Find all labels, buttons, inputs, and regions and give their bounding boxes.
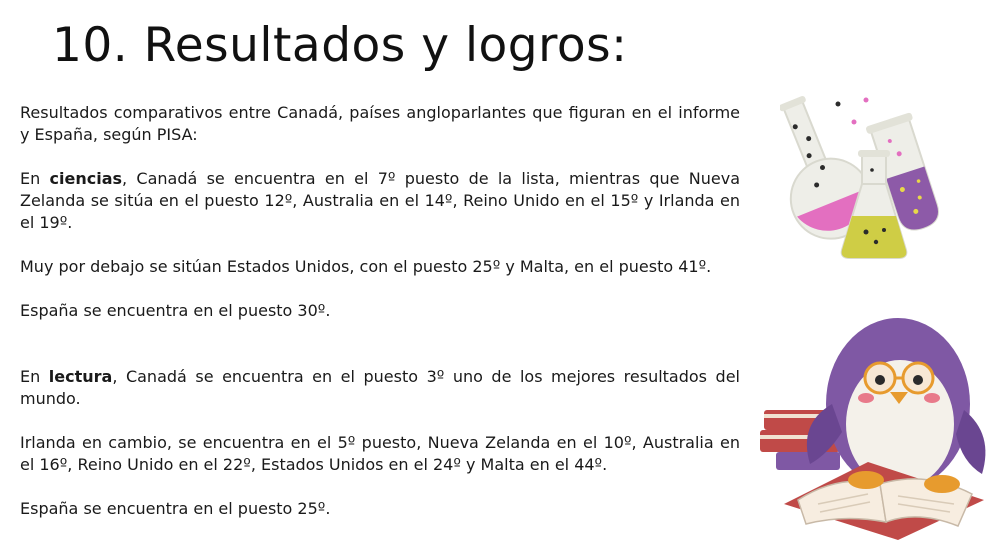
ciencias-text: , Canadá se encuentra en el 7º puesto de la lista, mientras que Nueva Zelanda se sitúa en el puesto 12º, Australia en el 14º, Reino Unido en el 15º y Irlanda en el 19º.: [20, 169, 741, 232]
lectura-paragraph: [20, 366, 740, 410]
lectura-keyword: lectura: [48, 367, 113, 386]
intro-paragraph: Resultados comparativos entre Canadá, países angloparlantes que figuran en el informe y España, según PISA:: [20, 103, 740, 144]
espana-lectura-paragraph: España se encuentra en el puesto 25º.: [20, 499, 331, 518]
slide-body: [20, 102, 740, 520]
ciencias-prefix: En: [20, 169, 50, 188]
debajo-paragraph: Muy por debajo se sitúan Estados Unidos, con el puesto 25º y Malta, en el puesto 41º.: [20, 257, 712, 276]
slide-title: 10. Resultados y logros:: [52, 18, 628, 73]
chemistry-flasks-icon: [780, 92, 965, 264]
irlanda-paragraph: Irlanda en cambio, se encuentra en el 5º puesto, Nueva Zelanda en el 10º, Australia en el 16º, Reino Unido en el 22º, Estados Unidos en el 24º y Malta en el 44º.: [20, 433, 740, 474]
ciencias-paragraph: [20, 168, 740, 234]
ciencias-keyword: ciencias: [49, 169, 123, 188]
espana-ciencias-paragraph: España se encuentra en el puesto 30º.: [20, 301, 331, 320]
penguin-reading-icon: [758, 314, 998, 544]
lectura-text: , Canadá se encuentra en el puesto 3º uno de los mejores resultados del mundo.: [20, 367, 740, 408]
lectura-prefix: En: [20, 367, 49, 386]
